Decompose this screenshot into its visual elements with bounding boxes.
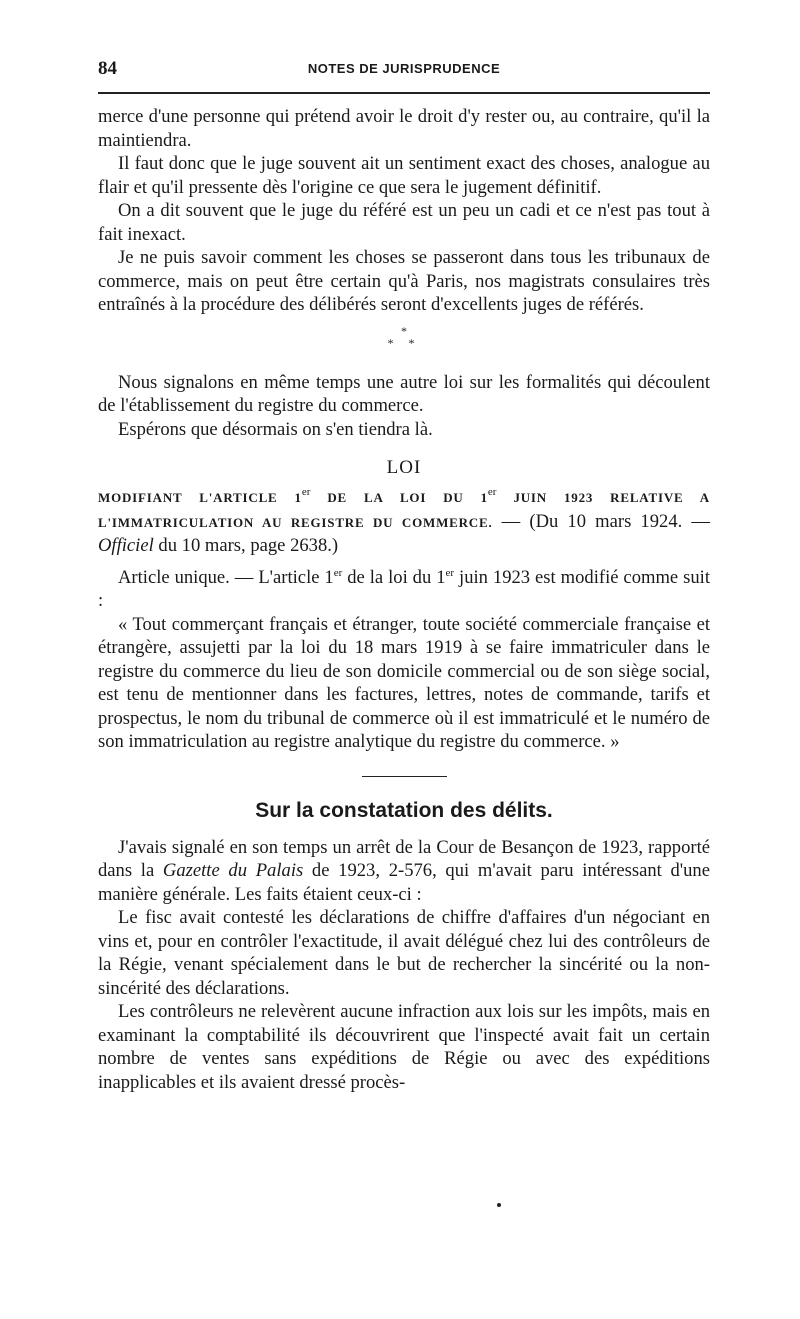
paragraph: Il faut donc que le juge souvent ait un sentiment exact des choses, analogue au flair et qu'il pressente dès l'origine ce que sera le jugement définitif. [98, 153, 710, 198]
article-text: Article unique. — L'article 1 [118, 566, 334, 588]
law-title: LOI [386, 457, 422, 478]
law-subtitle-part: MODIFIANT L'ARTICLE 1 [98, 490, 302, 505]
paragraph-text: de 1923, 2-576, qui m'avait paru intéressant d'une manière générale. Les faits étaient ceux-ci : [98, 860, 710, 905]
paragraph-text: J'avais signalé en son temps un arrêt de la Cour de Besançon de 1923, rapporté dans la [98, 836, 710, 881]
page-header [98, 58, 710, 80]
spacer [98, 558, 710, 566]
header-rule [98, 92, 710, 94]
paragraph: Nous signalons en même temps une autre loi sur les formalités qui découlent de l'établissement du registre du commerce. [98, 371, 710, 416]
superscript: er [445, 566, 455, 579]
law-subtitle [98, 485, 710, 558]
section-rule [362, 776, 447, 777]
law-source: — (Du 10 mars 1924. — [492, 510, 710, 532]
law-quote: « Tout commerçant français et étranger, toute société commerciale française et étrangère, assujetti par la loi du 18 mars 1919 à se faire immatriculer dans le registre du commerce du lieu de son domicile commercial ou de son siège social, est tenu de mentionner dans les factures, lettres, notes de commande, tarifs et prospectus, le nom du tribunal de commerce où il est immatriculé et le numéro de son immatriculation au registre analytique du registre du commerce. » [98, 613, 710, 752]
paragraph: On a dit souvent que le juge du référé est un peu un cadi et ce n'est pas tout à fait inexact. [98, 200, 710, 245]
paragraph: Espérons que désormais on s'en tiendra là. [118, 418, 433, 440]
asterism-separator [98, 325, 710, 349]
superscript: er [301, 485, 311, 498]
law-source-journal: Officiel [98, 535, 154, 556]
asterism-bottom: * * [387, 335, 421, 350]
paragraph: Le fisc avait contesté les déclarations de chiffre d'affaires d'un négociant en vins et, pour en contrôler l'exactitude, il avait délégué chez lui des contrôleurs de la Régie, venant spécialement dans le but de rechercher la sincérité ou la non-sincérité des déclarations. [98, 907, 710, 999]
running-title: NOTES DE JURISPRUDENCE [307, 61, 501, 76]
paragraph: merce d'une personne qui prétend avoir le droit d'y rester ou, au contraire, qu'il la maintiendra. [98, 106, 710, 151]
paragraph: Je ne puis savoir comment les choses se passeront dans tous les tribunaux de commerce, mais on peut être certain qu'à Paris, nos magistrats consulaires très entraînés à la procédure des délibérés seront d'excellents juges de référés. [98, 247, 710, 315]
ink-dot [497, 1203, 501, 1207]
section-title: Sur la constatation des délits. [255, 798, 553, 822]
journal-name: Gazette du Palais [162, 860, 304, 881]
superscript: er [487, 485, 497, 498]
law-subtitle-part: JUIN 1923 RELATIVE A L'IMMATRICULATION AU REGISTRE DU COMMERCE. [98, 490, 710, 530]
asterism-top: * [401, 323, 407, 338]
law-subtitle-part: DE LA LOI DU 1 [310, 490, 488, 505]
law-article [98, 566, 710, 613]
page-body [98, 105, 710, 1094]
law-source: du 10 mars, page 2638.) [153, 535, 339, 556]
article-text: juin 1923 est modifié comme suit : [98, 566, 710, 611]
article-text: de la loi du 1 [342, 566, 446, 588]
paragraph: Les contrôleurs ne relevèrent aucune infraction aux lois sur les impôts, mais en examinant la comptabilité ils découvrirent que l'inspecté avait fait un certain nombre de ventes sans expéditions de Régie ou avec des expéditions inapplicables et ils avaient dressé procès- [98, 1001, 710, 1093]
paragraph [98, 836, 710, 907]
superscript: er [333, 566, 343, 579]
page-number: 84 [98, 58, 117, 79]
